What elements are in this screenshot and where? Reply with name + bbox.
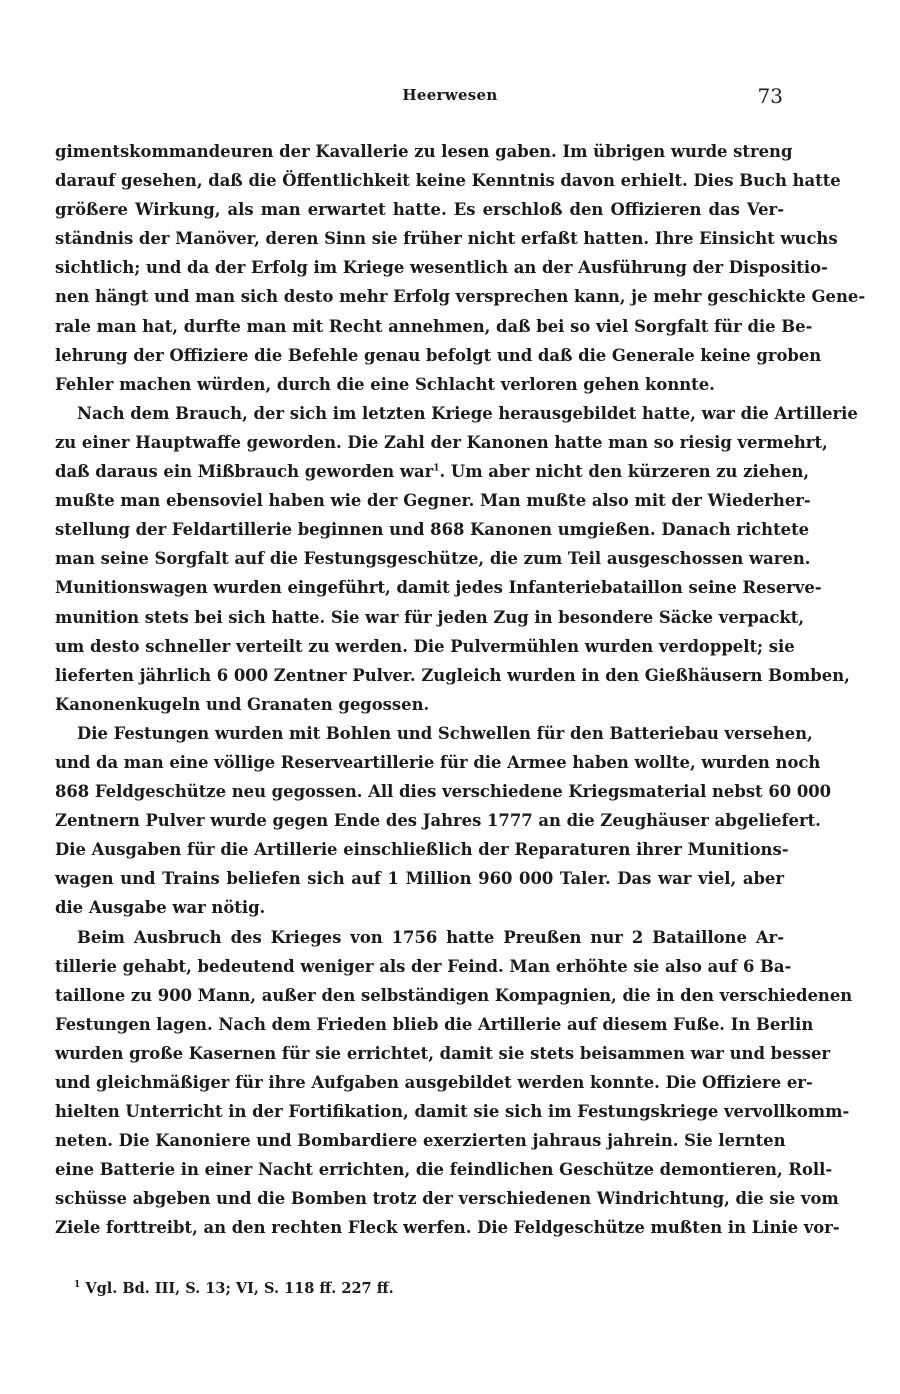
body-text: [55, 137, 866, 1243]
text-line-with-footnote: [55, 457, 810, 486]
text-line: 868 Feldgeschütze neu gegossen. All dies verschiedene Kriegsmaterial nebst 60 000: [55, 782, 832, 802]
text-line: neten. Die Kanoniere und Bombardiere exerzierten jahraus jahrein. Sie lernten: [55, 1131, 786, 1151]
footnote-marker: 1: [74, 1280, 81, 1291]
text-line: Die Festungen wurden mit Bohlen und Schwellen für den Batteriebau versehen,: [77, 723, 813, 743]
running-head: Heerwesen: [402, 86, 498, 104]
text-line: Munitionswagen wurden eingeführt, damit jedes Infanteriebataillon seine Reserve-: [55, 578, 822, 598]
text-line: gimentskommandeuren der Kavallerie zu lesen gaben. Im übrigen wurde streng: [55, 142, 793, 161]
text-line: wurden große Kasernen für sie errichtet, damit sie stets beisammen war und besser: [55, 1043, 831, 1063]
text-line: mußte man ebensoviel haben wie der Gegner. Man mußte also mit der Wiederher-: [55, 491, 811, 511]
footnote: [74, 1280, 394, 1297]
text-line: zu einer Hauptwaffe geworden. Die Zahl der Kanonen hatte man so riesig vermehrt,: [55, 432, 828, 452]
text-line: hielten Unterricht in der Fortifikation, damit sie sich im Festungskriege vervollkomm-: [55, 1102, 850, 1122]
text-line: darauf gesehen, daß die Öffentlichkeit keine Kenntnis davon erhielt. Dies Buch hatte: [55, 171, 841, 191]
text-line: sichtlich; und da der Erfolg im Kriege wesentlich an der Ausführung der Dispositio-: [55, 258, 828, 278]
text-line: wagen und Trains beliefen sich auf 1 Million 960 000 Taler. Das war viel, aber: [55, 869, 784, 889]
text-line: tillerie gehabt, bedeutend weniger als der Feind. Man erhöhte sie also auf 6 Ba-: [55, 956, 792, 976]
text-line: schüsse abgeben und die Bomben trotz der verschiedenen Windrichtung, die sie vom: [55, 1189, 839, 1209]
paragraph-2: [55, 399, 858, 719]
text-line: und da man eine völlige Reserveartillerie für die Armee haben wollte, wurden noch: [55, 752, 821, 772]
text-line: Zentnern Pulver wurde gegen Ende des Jahres 1777 an die Zeughäuser abgeliefert.: [55, 811, 821, 831]
text-line: nen hängt und man sich desto mehr Erfolg versprechen kann, je mehr geschickte Gene-: [55, 287, 866, 307]
paragraph-1: [55, 137, 866, 399]
text-line: taillone zu 900 Mann, außer den selbständigen Kompagnien, die in den verschiedenen: [55, 985, 853, 1005]
text-line: Die Ausgaben für die Artillerie einschließlich der Reparaturen ihrer Munitions-: [55, 840, 789, 860]
text-line: rale man hat, durfte man mit Recht annehmen, daß bei so viel Sorgfalt für die Be-: [55, 316, 813, 336]
footnote-text: Vgl. Bd. III, S. 13; VI, S. 118 ff. 227 ff.: [85, 1280, 394, 1297]
footnote-reference[interactable]: 1: [433, 463, 440, 474]
text-line: Nach dem Brauch, der sich im letzten Kriege herausgebildet hatte, war die Artillerie: [77, 403, 858, 423]
line-text-tail: . Um aber nicht den kürzeren zu ziehen,: [439, 462, 810, 482]
line-text: daß daraus ein Mißbrauch geworden war: [55, 462, 434, 482]
text-line: lehrung der Offiziere die Befehle genau befolgt und daß die Generale keine groben: [55, 345, 822, 365]
text-line: größere Wirkung, als man erwartet hatte. Es erschloß den Offizieren das Ver-: [55, 200, 784, 220]
paragraph-4: [55, 923, 853, 1243]
text-line: um desto schneller verteilt zu werden. Die Pulvermühlen wurden verdoppelt; sie: [55, 636, 795, 656]
text-line: und gleichmäßiger für ihre Aufgaben ausgebildet werden konnte. Die Offiziere er-: [55, 1073, 813, 1092]
text-line: Kanonenkugeln und Granaten gegossen.: [55, 694, 430, 714]
text-line: Fehler machen würden, durch die eine Schlacht verloren gehen konnte.: [55, 374, 715, 394]
page-number: 73: [757, 84, 783, 108]
text-line: Festungen lagen. Nach dem Frieden blieb die Artillerie auf diesem Fuße. In Berlin: [55, 1014, 814, 1034]
text-line: Beim Ausbruch des Krieges von 1756 hatte Preußen nur 2 Bataillone Ar-: [77, 927, 784, 947]
text-line: eine Batterie in einer Nacht errichten, die feindlichen Geschütze demontieren, Roll-: [55, 1160, 833, 1180]
text-line: die Ausgabe war nötig.: [55, 898, 266, 918]
text-line: Ziele forttreibt, an den rechten Fleck werfen. Die Feldgeschütze mußten in Linie vor-: [55, 1218, 840, 1238]
text-line: ständnis der Manöver, deren Sinn sie früher nicht erfaßt hatten. Ihre Einsicht wuchs: [55, 229, 838, 249]
text-line: lieferten jährlich 6 000 Zentner Pulver. Zugleich wurden in den Gießhäusern Bomben,: [55, 665, 850, 685]
text-line: munition stets bei sich hatte. Sie war für jeden Zug in besondere Säcke verpackt,: [55, 607, 805, 627]
text-line: man seine Sorgfalt auf die Festungsgeschütze, die zum Teil ausgeschossen waren.: [55, 549, 811, 569]
text-line: stellung der Feldartillerie beginnen und 868 Kanonen umgießen. Danach richtete: [55, 520, 810, 540]
paragraph-3: [55, 719, 832, 923]
